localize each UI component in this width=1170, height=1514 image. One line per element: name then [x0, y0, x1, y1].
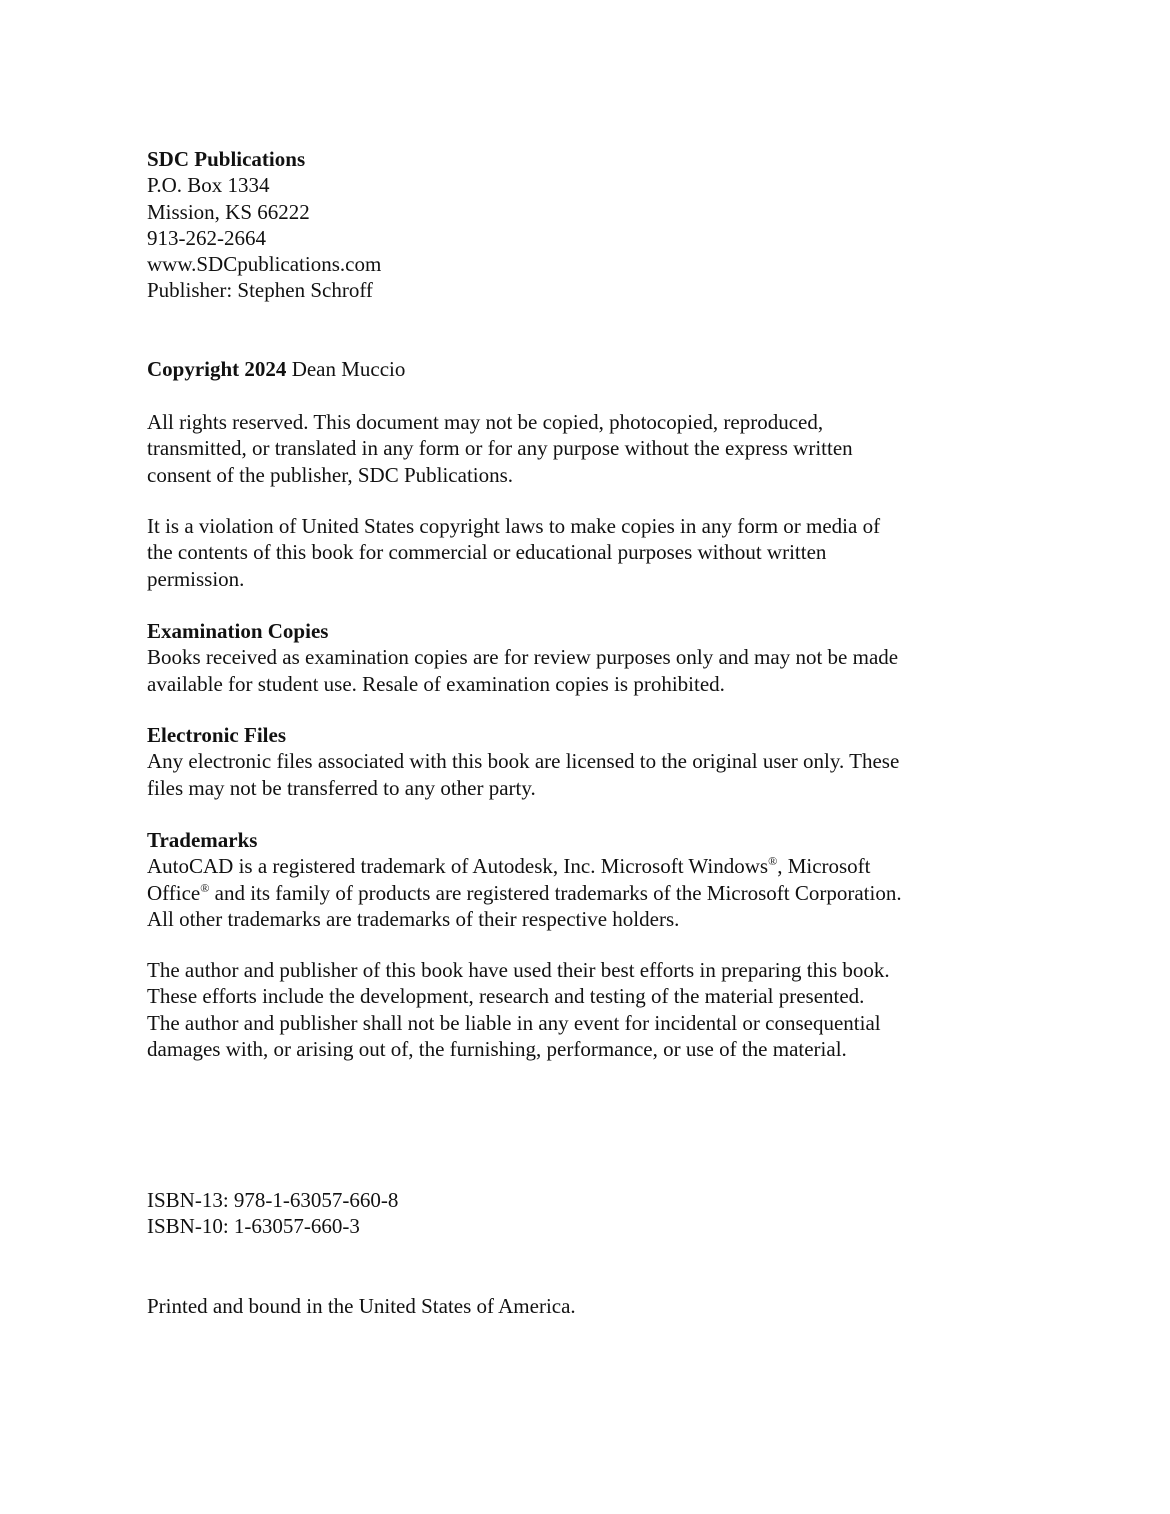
copyright-holder: Dean Muccio — [286, 357, 406, 381]
liability-paragraph — [147, 957, 987, 1062]
liability-line: The author and publisher of this book have used their best efforts in preparing this book. — [147, 958, 890, 982]
publisher-address-line-1: P.O. Box 1334 — [147, 173, 270, 198]
isbn-10: ISBN-10: 1-63057-660-3 — [147, 1214, 360, 1239]
examination-copies-section — [147, 618, 987, 697]
trademarks-text: and its family of products are registered trademarks of the Microsoft Corporation. — [209, 880, 902, 905]
publisher-name: SDC Publications — [147, 147, 306, 171]
publisher-website: www.SDCpublications.com — [147, 252, 382, 277]
examination-line: available for student use. Resale of examination copies is prohibited. — [147, 671, 725, 696]
copyright-line — [147, 356, 987, 382]
liability-line: The author and publisher shall not be liable in any event for incidental or consequential — [147, 1010, 881, 1035]
printed-notice — [147, 1293, 987, 1319]
printed-line: Printed and bound in the United States of America. — [147, 1294, 576, 1318]
copyright-notice — [147, 356, 987, 382]
liability-line: damages with, or arising out of, the furnishing, performance, or use of the material. — [147, 1036, 847, 1061]
rights-line: consent of the publisher, SDC Publications. — [147, 462, 514, 487]
registered-mark: ® — [200, 880, 210, 895]
trademarks-line — [147, 880, 987, 906]
publisher-address-line-2: Mission, KS 66222 — [147, 199, 310, 224]
trademarks-section — [147, 827, 987, 932]
copyright-label: Copyright 2024 — [147, 357, 287, 381]
registered-mark: ® — [768, 854, 778, 869]
publisher-info — [147, 146, 987, 304]
trademarks-text: AutoCAD is a registered trademark of Autodesk, Inc. Microsoft Windows — [147, 854, 769, 879]
publisher-line: Publisher: Stephen Schroff — [147, 278, 373, 303]
violation-line: the contents of this book for commercial or educational purposes without written — [147, 540, 827, 565]
rights-line: transmitted, or translated in any form or for any purpose without the express written — [147, 436, 853, 461]
violation-line: permission. — [147, 566, 245, 591]
examination-line: Books received as examination copies are for review purposes only and may not be made — [147, 645, 899, 670]
electronic-heading: Electronic Files — [147, 723, 286, 747]
trademarks-line: All other trademarks are trademarks of their respective holders. — [147, 906, 680, 931]
rights-paragraph — [147, 409, 987, 488]
publisher-phone: 913-262-2664 — [147, 225, 266, 250]
rights-line: All rights reserved. This document may not be copied, photocopied, reproduced, — [147, 410, 824, 434]
liability-line: These efforts include the development, research and testing of the material presented. — [147, 984, 865, 1009]
violation-line: It is a violation of United States copyright laws to make copies in any form or media of — [147, 514, 881, 538]
violation-paragraph — [147, 513, 987, 592]
trademarks-text: , Microsoft — [777, 854, 871, 879]
isbn-13: ISBN-13: 978-1-63057-660-8 — [147, 1188, 399, 1212]
electronic-line: files may not be transferred to any other party. — [147, 775, 536, 800]
electronic-line: Any electronic files associated with this book are licensed to the original user only. These — [147, 749, 900, 774]
isbn-info — [147, 1187, 987, 1240]
trademarks-text: Office — [147, 880, 201, 905]
examination-heading: Examination Copies — [147, 619, 329, 643]
electronic-files-section — [147, 722, 987, 801]
trademarks-heading: Trademarks — [147, 828, 258, 852]
trademarks-line — [147, 853, 987, 879]
